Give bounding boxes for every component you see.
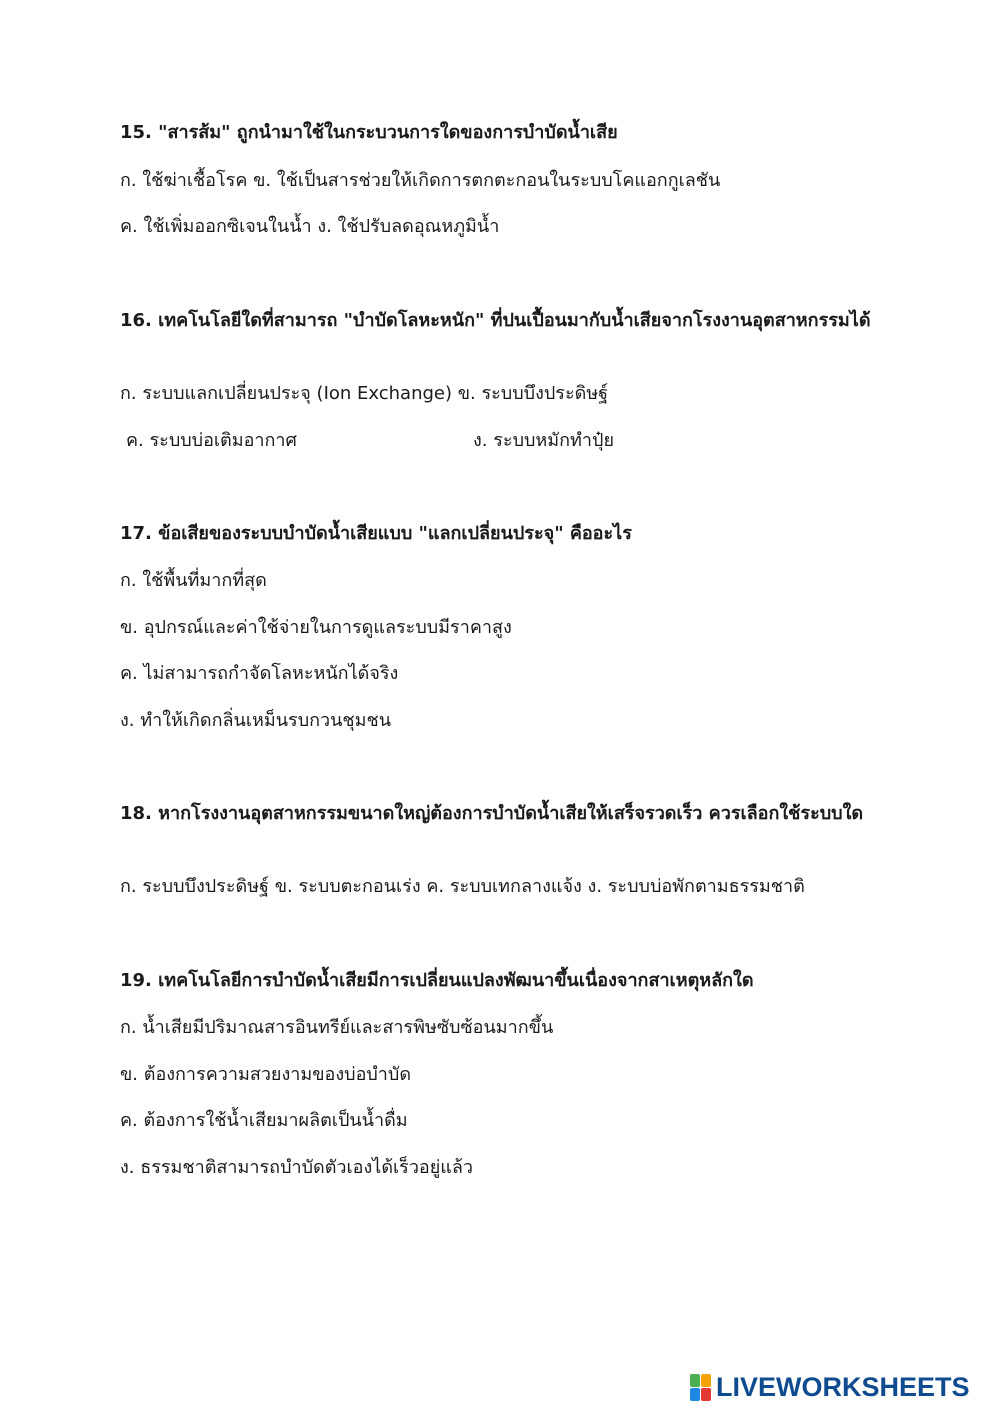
- question-19-option-a: ก. น้ำเสียมีปริมาณสารอินทรีย์และสารพิษซับซ้อนมากขึ้น: [120, 1017, 554, 1038]
- question-17-option-a: ก. ใช้พื้นที่มากที่สุด: [120, 570, 267, 591]
- question-19-option-b: ข. ต้องการความสวยงามของบ่อบำบัด: [120, 1064, 412, 1085]
- question-17-option-b: ข. อุปกรณ์และค่าใช้จ่ายในการดูแลระบบมีราคาสูง: [120, 617, 512, 638]
- question-16-options-1: ก. ระบบแลกเปลี่ยนประจุ (Ion Exchange) ข. ระบบบึงประดิษฐ์: [120, 383, 609, 404]
- question-19-title: 19. เทคโนโลยีการบำบัดน้ำเสียมีการเปลี่ยนแปลงพัฒนาขึ้นเนื่องจากสาเหตุหลักใด: [120, 970, 754, 991]
- question-18-options: ก. ระบบบึงประดิษฐ์ ข. ระบบตะกอนเร่ง ค. ระบบเทกลางแจ้ง ง. ระบบบ่อพักตามธรรมชาติ: [120, 876, 805, 897]
- question-19-option-d: ง. ธรรมชาติสามารถบำบัดตัวเองได้เร็วอยู่แล้ว: [120, 1157, 474, 1178]
- liveworksheets-logo: [690, 1370, 970, 1404]
- question-16-option-d: ง. ระบบหมักทำปุ๋ย: [473, 430, 614, 451]
- question-17-option-d: ง. ทำให้เกิดกลิ่นเหม็นรบกวนชุมชน: [120, 710, 392, 731]
- liveworksheets-logo-icon: [690, 1373, 712, 1401]
- question-15-options-1: ก. ใช้ฆ่าเชื้อโรค ข. ใช้เป็นสารช่วยให้เกิดการตกตะกอนในระบบโคแอกกูเลชัน: [120, 170, 721, 191]
- question-17-title: 17. ข้อเสียของระบบบำบัดน้ำเสียแบบ "แลกเปลี่ยนประจุ" คืออะไร: [120, 523, 632, 544]
- question-16-option-c: ค. ระบบบ่อเติมอากาศ: [126, 430, 297, 451]
- question-16-title: 16. เทคโนโลยีใดที่สามารถ "บำบัดโลหะหนัก" ที่ปนเปื้อนมากับน้ำเสียจากโรงงานอุตสาหกรรมได้: [120, 310, 871, 331]
- question-19-option-c: ค. ต้องการใช้น้ำเสียมาผลิตเป็นน้ำดื่ม: [120, 1110, 408, 1131]
- question-17-option-c: ค. ไม่สามารถกำจัดโลหะหนักได้จริง: [120, 663, 399, 684]
- question-15-title: 15. "สารส้ม" ถูกนำมาใช้ในกระบวนการใดของการบำบัดน้ำเสีย: [120, 122, 618, 143]
- question-15-options-2: ค. ใช้เพิ่มออกซิเจนในน้ำ ง. ใช้ปรับลดอุณหภูมิน้ำ: [120, 216, 500, 237]
- liveworksheets-brand: LIVEWORKSHEETS: [716, 1371, 970, 1402]
- question-18-title: 18. หากโรงงานอุตสาหกรรมขนาดใหญ่ต้องการบำบัดน้ำเสียให้เสร็จรวดเร็ว ควรเลือกใช้ระบบใด: [120, 803, 864, 824]
